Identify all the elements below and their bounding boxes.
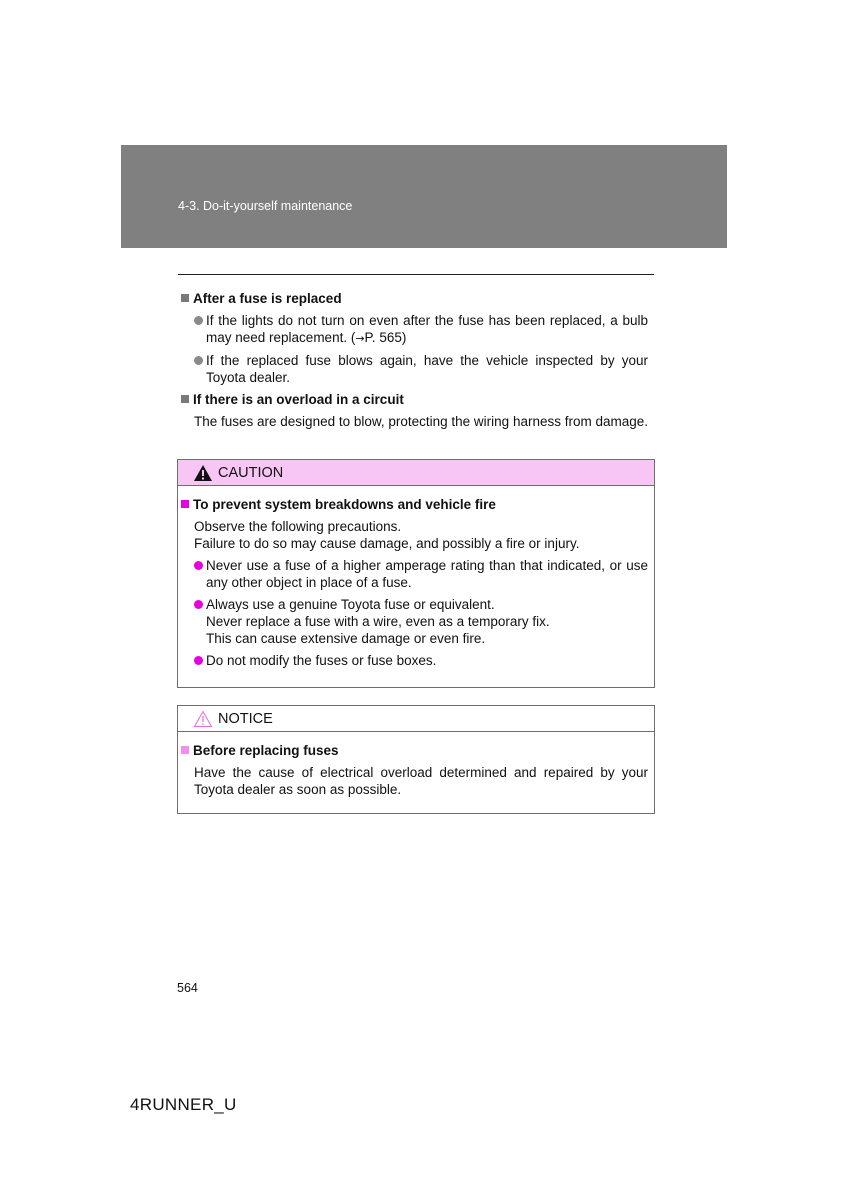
list-item: Do not modify the fuses or fuse boxes.: [194, 652, 648, 669]
header-rule: [178, 274, 654, 275]
paragraph: The fuses are designed to blow, protecting the wiring harness from damage.: [194, 414, 649, 429]
list-item: Always use a genuine Toyota fuse or equivalent. Never replace a fuse with a wire, even as a temporary fix. This can cause extensive damage or even fire.: [194, 596, 648, 647]
section-title: 4-3. Do-it-yourself maintenance: [178, 199, 353, 213]
circle-bullet-icon: [194, 316, 203, 325]
page-number: 564: [177, 981, 198, 995]
square-bullet-icon: [181, 294, 189, 302]
notice-label: NOTICE: [218, 710, 273, 727]
paragraph: Observe the following precautions. Failure to do so may cause damage, and possibly a fire or injury.: [194, 519, 580, 551]
caution-header: [178, 460, 654, 486]
circle-bullet-icon: [194, 356, 203, 365]
notice-header: [178, 706, 654, 732]
warning-triangle-icon: [193, 464, 213, 482]
list-item: Never use a fuse of a higher amperage rating than that indicated, or use any other object in place of a fuse.: [194, 557, 648, 591]
list-item: If the lights do not turn on even after the fuse has been replaced, a bulb may need replacement. (→P. 565): [194, 312, 648, 347]
notice-box: [177, 705, 655, 814]
circle-bullet-icon: [194, 600, 203, 609]
square-bullet-icon: [181, 500, 189, 508]
paragraph: Have the cause of electrical overload determined and repaired by your Toyota dealer as soon as possible.: [194, 765, 648, 797]
caution-heading: To prevent system breakdowns and vehicle fire: [181, 496, 654, 513]
document-code: 4RUNNER_U: [130, 1095, 237, 1114]
section-heading: If there is an overload in a circuit: [181, 391, 654, 408]
section-heading: After a fuse is replaced: [181, 290, 654, 307]
arrow-icon: →: [355, 332, 365, 345]
circle-bullet-icon: [194, 656, 203, 665]
main-content: [178, 290, 654, 430]
square-bullet-icon: [181, 395, 189, 403]
warning-outline-icon: [193, 710, 213, 728]
section-header-band: [121, 145, 727, 248]
square-bullet-icon: [181, 746, 189, 754]
caution-label: CAUTION: [218, 464, 284, 481]
circle-bullet-icon: [194, 561, 203, 570]
list-item: If the replaced fuse blows again, have the vehicle inspected by your Toyota dealer.: [194, 352, 648, 386]
caution-box: [177, 459, 655, 688]
notice-heading: Before replacing fuses: [181, 742, 654, 759]
